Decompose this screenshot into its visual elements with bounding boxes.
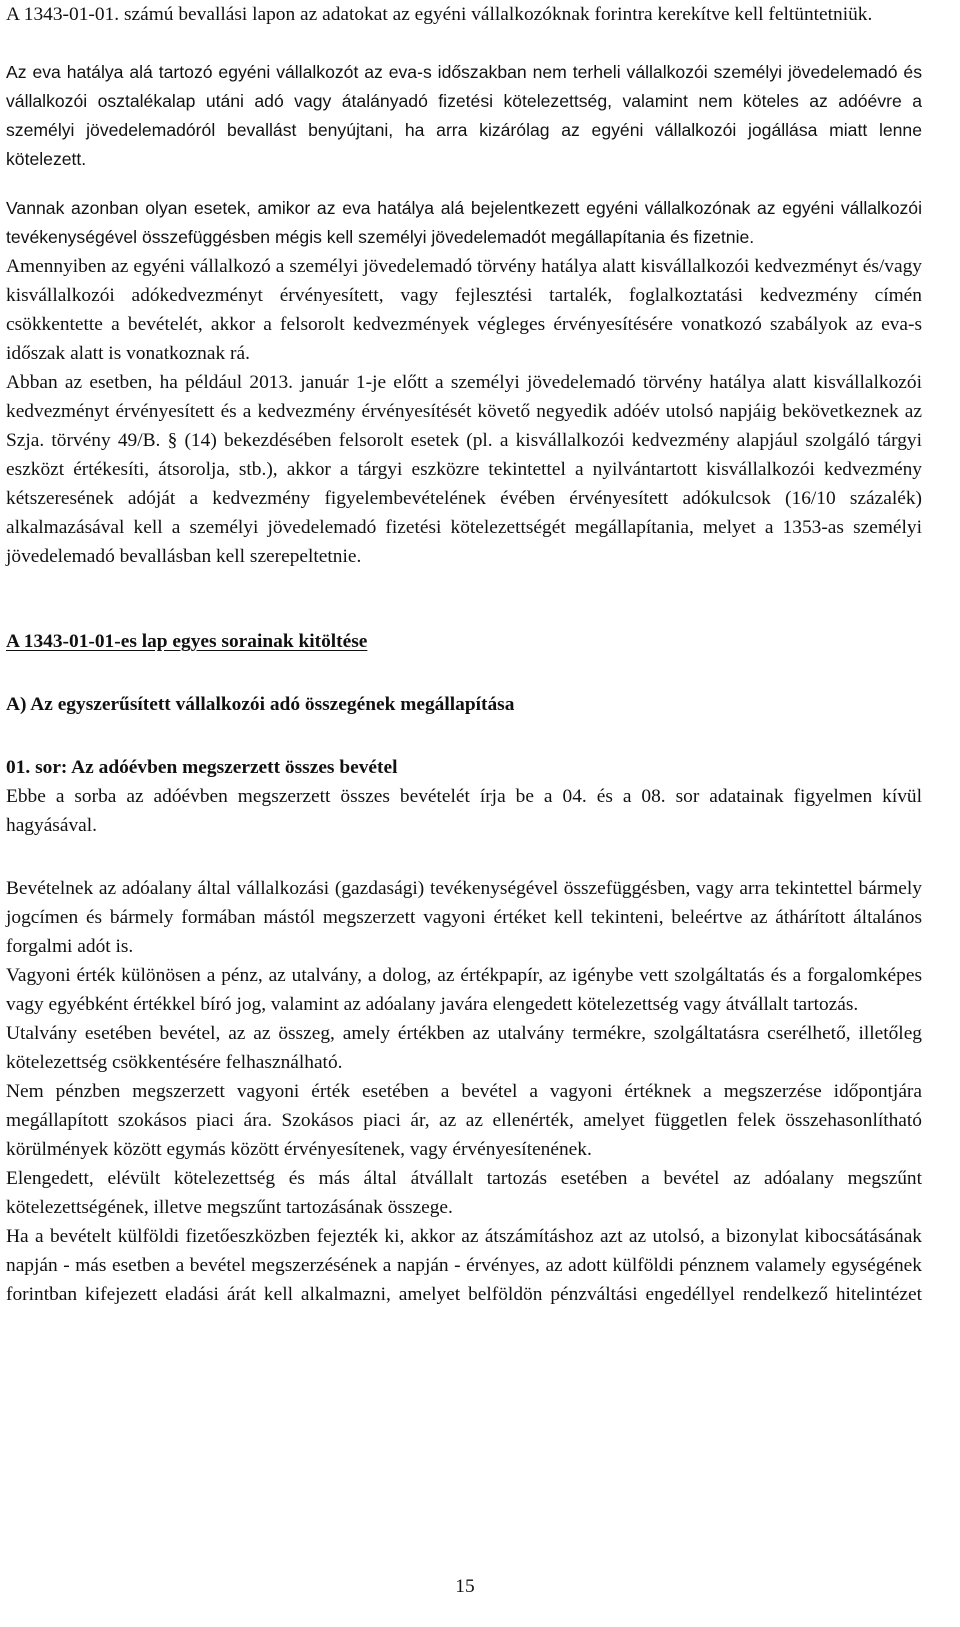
page-number: 15 — [455, 1576, 475, 1597]
details-paragraph-1: Bevételnek az adóalany által vállalkozási (gazdasági) tevékenységével összefüggésben, vagy arra tekintettel bármely jogcímen és bármely formában mástól megszerzett vagyoni értéket kell tekinteni, beleértve az áthárított általános forgalmi adót is. — [6, 878, 922, 957]
intro-paragraph-2: Az eva hatálya alá tartozó egyéni vállalkozót az eva-s időszakban nem terheli vállalkozói személyi jövedelemadó és vállalkozói osztalékalap utáni adó vagy átalányadó fizetési kötelezettség, valamint nem köteles az adóévre a személyi jövedelemadóról bevallást benyújtani, ha arra kizárólag az egyéni vállalkozói jogállása miatt lenne kötelezett. — [6, 62, 922, 169]
section-subtitle: A) Az egyszerűsített vállalkozói adó összegének megállapítása — [6, 694, 515, 715]
spacer — [6, 174, 922, 194]
spacer — [6, 656, 922, 690]
row-01-description: Ebbe a sorba az adóévben megszerzett összes bevételét írja be a 04. és a 08. sor adatainak figyelmen kívül hagyásával. — [6, 786, 922, 836]
details-paragraph-5: Elengedett, elévült kötelezettség és más által átvállalt tartozás esetében a bevétel az adóalany megszűnt kötelezettségének, illetve megszűnt tartozásának összege. — [6, 1168, 922, 1218]
intro-paragraph-4: Amennyiben az egyéni vállalkozó a személyi jövedelemadó törvény hatálya alatt kisvállalkozói kedvezményt és/vagy kisvállalkozói adókedvezményt érvényesített, vagy fejlesztési tartalék, foglalkoztatási kedvezmény címén csökkentette a bevételét, akkor a felsorolt kedvezmények végleges érvényesítésére vonatkozó szabályok az eva-s időszak alatt is vonatkoznak rá. — [6, 256, 922, 364]
spacer — [6, 840, 922, 874]
details-paragraph-3: Utalvány esetében bevétel, az az összeg, amely értékben az utalvány termékre, szolgáltatásra cserélhető, illetőleg kötelezettség csökkentésére felhasználható. — [6, 1023, 922, 1073]
section-title: A 1343-01-01-es lap egyes sorainak kitöltése — [6, 631, 368, 652]
details-paragraph-6: Ha a bevételt külföldi fizetőeszközben fejezték ki, akkor az átszámításhoz azt az utolsó, a bizonylat kibocsátásának napján - más esetben a bevétel megszerzésének a napján - érvényes, az adott külföldi pénznem valamely egységének forintban kifejezett eladási árát kell alkalmazni, amelyet belföldön pénzváltási engedéllyel rendelkező hitelintézet — [6, 1226, 922, 1305]
details-paragraph-4: Nem pénzben megszerzett vagyoni érték esetében a bevétel a vagyoni értéknek a megszerzése időpontjára megállapított szokásos piaci ára. Szokásos piaci ár, az az ellenérték, amelyet független felek összehasonlítható körülmények között egymás között érvényesítenek, vagy érvényesítenének. — [6, 1081, 922, 1160]
spacer — [6, 571, 922, 627]
details-paragraph-2: Vagyoni érték különösen a pénz, az utalvány, a dolog, az értékpapír, az igénybe vett szolgáltatás és a forgalomképes vagy egyébként értékkel bíró jog, valamint az adóalany javára elengedett kötelezettség vagy átvállalt tartozás. — [6, 965, 922, 1015]
intro-paragraph-1: A 1343-01-01. számú bevallási lapon az adatokat az egyéni vállalkozóknak forintra kerekítve kell feltüntetniük. — [6, 4, 873, 25]
spacer — [6, 719, 922, 753]
intro-paragraph-3: Vannak azonban olyan esetek, amikor az eva hatálya alá bejelentkezett egyéni vállalkozónak az egyéni vállalkozói tevékenységével összefüggésben mégis kell személyi jövedelemadót megállapítania és fizetnie. — [6, 198, 922, 247]
row-01-label: 01. sor: Az adóévben megszerzett összes bevétel — [6, 757, 398, 778]
document-page — [6, 0, 922, 1309]
spacer — [6, 29, 922, 58]
intro-paragraph-5: Abban az esetben, ha például 2013. január 1-je előtt a személyi jövedelemadó törvény hatálya alatt kisvállalkozói kedvezményt érvényesített és a kedvezmény érvényesítését követő negyedik adóév utolsó napjáig bekövetkeznek az Szja. törvény 49/B. § (14) bekezdésében felsorolt esetek (pl. a kisvállalkozói kedvezmény alapjául szolgáló tárgyi eszközt értékesíti, átsorolja, stb.), akkor a tárgyi eszközre tekintettel a nyilvántartott kisvállalkozói kedvezmény kétszeresének adóját a kedvezmény figyelembevételének évében érvényesített adókulcsok (16/10 százalék) alkalmazásával kell a személyi jövedelemadó fizetési kötelezettségét megállapítania, melyet a 1353-as személyi jövedelemadó bevallásban kell szerepeltetnie. — [6, 372, 922, 567]
